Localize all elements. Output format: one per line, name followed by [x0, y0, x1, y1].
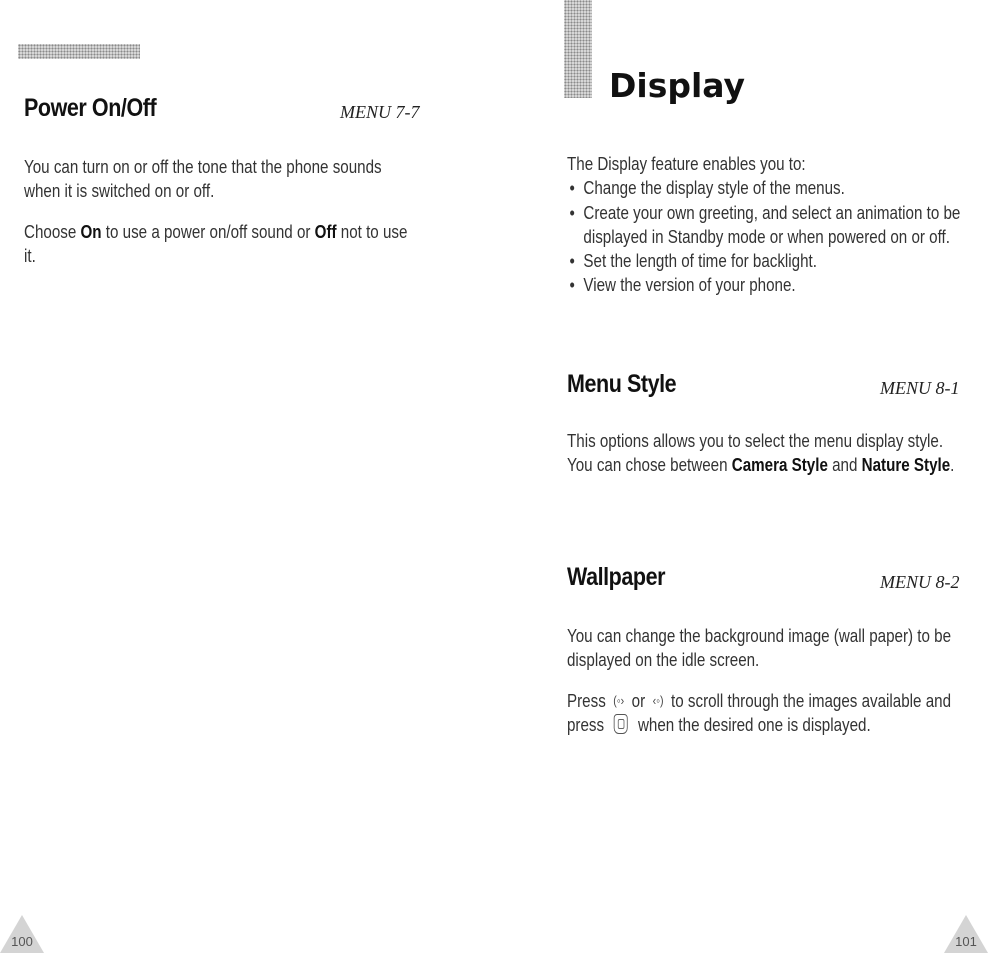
decorative-halftone-bar [18, 44, 140, 59]
page-number: 100 [11, 934, 33, 949]
option-nature-style: Nature Style [861, 454, 951, 476]
chapter-halftone-bar [564, 0, 592, 98]
menu-style-prefix: This options allows you to select the menu display style. You can chose between [567, 430, 944, 476]
display-intro: The Display feature enables you to: [567, 153, 806, 174]
power-onoff-heading: Power On/Off [24, 94, 157, 122]
or-label: or [631, 689, 646, 711]
menu-style-body [567, 429, 961, 478]
menu-style-heading: Menu Style [567, 370, 677, 398]
menu-style-middle: and [827, 454, 862, 476]
wallpaper-menu-ref: MENU 8-2 [880, 572, 960, 592]
desired-text: when the desired one is displayed. [637, 713, 871, 735]
instruction-middle: to use a power on/off sound or [101, 220, 315, 242]
option-off: Off [314, 220, 337, 242]
left-navigation-key-icon: (◦› [613, 692, 625, 708]
wallpaper-instruction [567, 689, 961, 738]
right-navigation-key-icon: ‹◦) [652, 692, 664, 708]
display-intro-block [567, 152, 961, 298]
instruction-suffix: not to use it. [24, 220, 408, 266]
page-number-marker-right [944, 915, 988, 953]
chapter-title: Display [609, 66, 746, 105]
power-onoff-menu-ref: MENU 7-7 [340, 102, 420, 122]
scroll-text: to scroll through the images available and press [567, 689, 952, 735]
page-number-marker-left [0, 915, 44, 953]
wallpaper-body [567, 624, 961, 737]
list-item: • Change the display style of the menus. [567, 176, 961, 200]
list-item: • Create your own greeting, and select an animation to be displayed in Standby mode or when powered on or off. [567, 201, 961, 250]
list-item: • View the version of your phone. [567, 273, 961, 297]
wallpaper-heading: Wallpaper [567, 563, 666, 591]
press-label: Press [567, 689, 606, 711]
menu-style-menu-ref: MENU 8-1 [880, 378, 960, 398]
list-item: • Set the length of time for backlight. [567, 249, 961, 273]
power-onoff-description: You can turn on or off the tone that the phone sounds when it is switched on or off. [24, 156, 382, 202]
menu-style-suffix: . [950, 454, 955, 476]
wallpaper-description: You can change the background image (wall paper) to be displayed on the idle screen. [567, 625, 952, 671]
menu-style-description [567, 429, 961, 478]
power-onoff-body [24, 155, 416, 268]
option-on: On [80, 220, 102, 242]
instruction-prefix: Choose [24, 220, 81, 242]
ok-key-icon [614, 714, 628, 734]
page-number: 101 [955, 934, 977, 949]
power-onoff-instruction [24, 220, 416, 269]
option-camera-style: Camera Style [731, 454, 828, 476]
feature-list [567, 176, 961, 297]
